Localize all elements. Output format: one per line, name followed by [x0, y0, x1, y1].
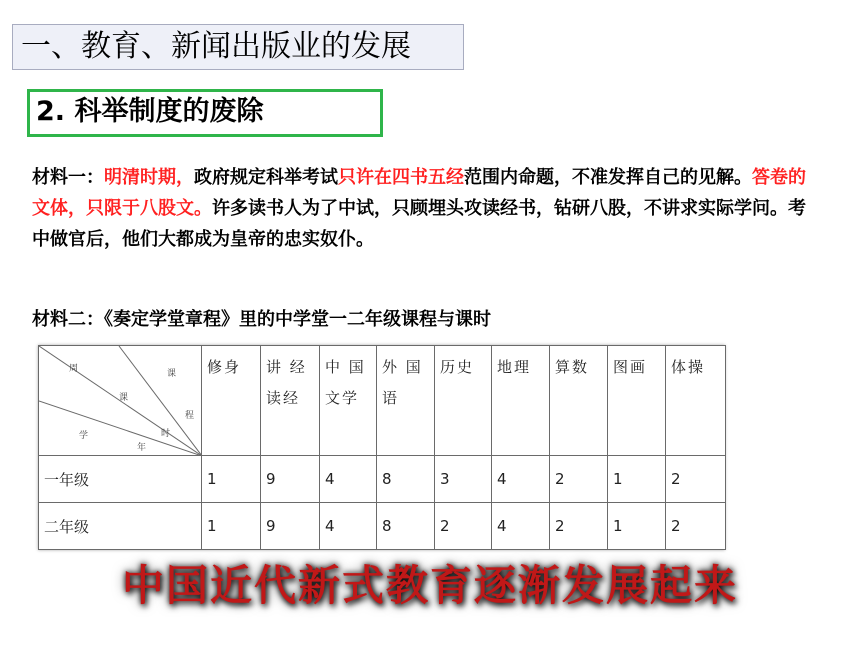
row-label: 一年级 — [39, 456, 202, 503]
corner-label: 周 — [69, 364, 79, 374]
table-cell: 9 — [261, 503, 320, 550]
corner-label: 年 — [137, 443, 147, 453]
header-cell: 算数 — [550, 346, 608, 456]
header-cell: 讲 经 读经 — [261, 346, 320, 456]
table-cell: 4 — [492, 456, 550, 503]
corner-label: 时 — [161, 429, 171, 439]
corner-label: 课 — [167, 369, 177, 379]
table-cell: 4 — [492, 503, 550, 550]
table-row — [39, 456, 726, 503]
header-cell: 图画 — [608, 346, 666, 456]
material-one-paragraph — [32, 162, 812, 255]
highlight-four-books: 只许在四书五经 — [338, 167, 464, 188]
highlight-eight-legged: 答卷的文体，只限于八股文。 — [32, 167, 806, 219]
table-cell: 3 — [435, 456, 492, 503]
sub-title: 2. 科举制度的废除 — [27, 89, 383, 137]
header-cell: 地理 — [492, 346, 550, 456]
material-one-text-c: 许多读书人为了中试，只顾埋头攻读经书，钻研八股，不讲求实际学问。考中做官后，他们大都成为皇帝的忠实奴仆。 — [32, 198, 806, 250]
header-cell: 体操 — [666, 346, 726, 456]
table-cell: 9 — [261, 456, 320, 503]
table-cell: 1 — [202, 456, 261, 503]
table-cell: 2 — [666, 503, 726, 550]
header-cell: 历史 — [435, 346, 492, 456]
table-cell: 8 — [377, 456, 435, 503]
table-cell: 1 — [202, 503, 261, 550]
material-one-text-a: 政府规定科举考试 — [194, 167, 338, 188]
conclusion-banner: 中国近代新式教育逐渐发展起来 — [121, 561, 738, 610]
section-title: 一、教育、新闻出版业的发展 — [12, 24, 464, 70]
table-header-row — [39, 346, 726, 456]
table-cell: 4 — [320, 456, 377, 503]
highlight-ming-qing: 明清时期， — [104, 167, 194, 188]
corner-label: 课 — [119, 393, 129, 403]
material-one-text-b: 范围内命题，不准发挥自己的见解。 — [464, 167, 752, 188]
material-two-caption: 材料二：《奏定学堂章程》里的中学堂一二年级课程与课时 — [32, 309, 491, 330]
table-row — [39, 503, 726, 550]
header-cell: 外 国 语 — [377, 346, 435, 456]
row-label: 二年级 — [39, 503, 202, 550]
course-table-wrapper — [38, 345, 725, 550]
table-cell: 2 — [550, 503, 608, 550]
table-cell: 4 — [320, 503, 377, 550]
table-cell: 2 — [666, 456, 726, 503]
header-cell: 中 国 文学 — [320, 346, 377, 456]
corner-label: 程 — [185, 411, 195, 421]
material-one-label: 材料一： — [32, 167, 104, 188]
header-cell: 修身 — [202, 346, 261, 456]
corner-label: 学 — [79, 431, 89, 441]
table-cell: 2 — [550, 456, 608, 503]
course-table — [38, 345, 726, 550]
table-corner-cell — [39, 346, 202, 456]
table-cell: 1 — [608, 456, 666, 503]
table-cell: 8 — [377, 503, 435, 550]
table-cell: 2 — [435, 503, 492, 550]
table-cell: 1 — [608, 503, 666, 550]
